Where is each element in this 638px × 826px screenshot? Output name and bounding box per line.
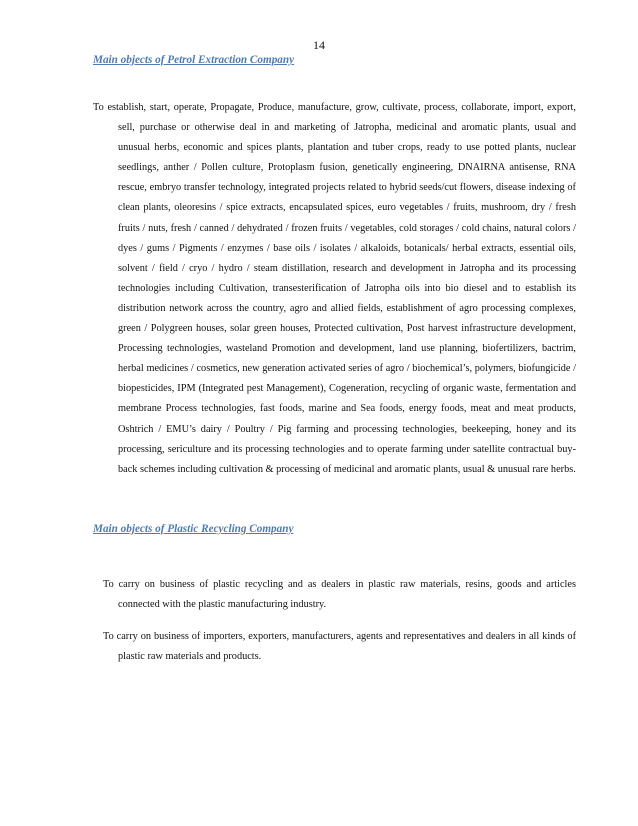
page-number: 14 [313, 38, 325, 52]
paragraph-petrol-objects: To establish, start, operate, Propagate, Produce, manufacture, grow, cultivate, process, collaborate, import, export, sell, purchase or otherwise deal in and marketing of Jatropha, medicinal and aromatic plants, usual and unusual herbs, economic and spices plants, plantation and tuber crops, ready to use potted plants, nuclear seedlings, anther / Pollen culture, Protoplasm fusion, genetically engineering, DNAIRNA antisense, RNA rescue, embryo transfer technology, integrated projects related to hybrid seeds/cut flowers, disease indexing of clean plants, oleoresins / spice extracts, encapsulated spices, euro vegetables / fruits, mushroom, dry / fresh fruits / nuts, fresh / canned / dehydrated / frozen fruits / vegetables, cold storages / cold chains, natural colors / dyes / gums / Pigments / enzymes / base oils / isolates / alkaloids, botanicals/ herbal extracts, essential oils, solvent / field / cryo / hydro / steam distillation, research and development in Jatropha and its processing technologies including Cultivation, transesterification of Jatropha oils into bio diesel and to establish its distribution network across the country, agro and allied fields, establishment of agro processing complexes, green / Polygreen houses, solar green houses, Protected cultivation, Post harvest infrastructure development, Processing technologies, wasteland Promotion and development, land use planning, biofertilizers, bactrim, herbal medicines / cosmetics, new generation activated series of agro / biochemical’s, polymers, biofungicide / biopesticides, IPM (Integrated pest Management), Cogeneration, recycling of organic waste, fermentation and membrane Process technologies, fast foods, marine and Sea foods, energy foods, meat and meat products, Oshtrich / EMU’s dairy / Poultry / Pig farming and processing technologies, beekeeping, honey and its processing, sericulture and its processing technologies and to operate farming under satellite contractual buy-back schemes including cultivation & processing of medicinal and aromatic plants, usual & unusual rare herbs. [93, 102, 576, 475]
paragraph-plastic-object-2: To carry on business of importers, exporters, manufacturers, agents and representatives and dealers in all kinds of plastic raw materials and products. [103, 631, 576, 663]
section-heading-petrol-extraction: Main objects of Petrol Extraction Company [93, 54, 295, 66]
section-heading-plastic-recycling: Main objects of Plastic Recycling Company [93, 523, 294, 535]
paragraph-plastic-object-1: To carry on business of plastic recycling and as dealers in plastic raw materials, resins, goods and articles connected with the plastic manufacturing industry. [103, 579, 576, 611]
